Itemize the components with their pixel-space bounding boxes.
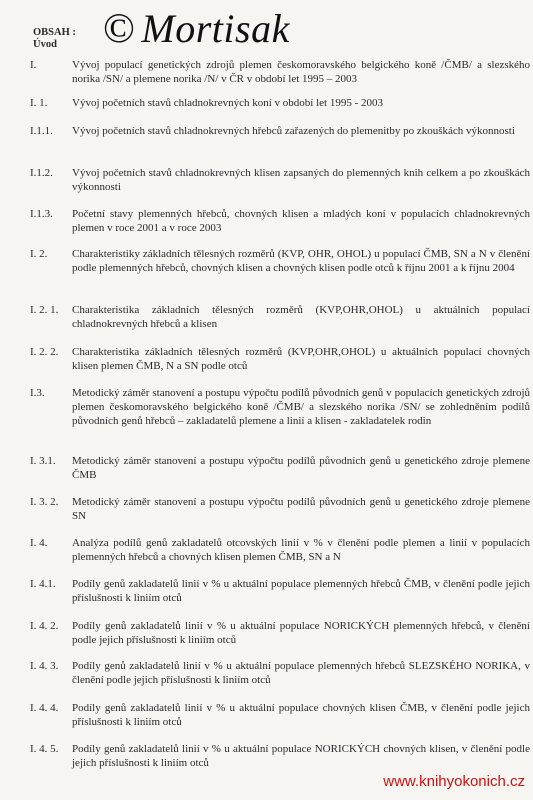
toc-entry-number: I. 4. 4. (30, 702, 59, 714)
toc-entry-number: I.1.3. (30, 208, 53, 220)
toc-title: OBSAH : (33, 27, 76, 38)
watermark-name: Mortisak (141, 6, 290, 51)
toc-entry-number: I.1.2. (30, 167, 53, 179)
toc-entry-text: Charakteristiky základních tělesných rozměrů (KVP, OHR, OHOL) u populací ČMB, SN a N v členění podle plemenných hřebců, chovných klisen a chovných klisen podle otců k říjnu 2001 a k říjnu 2004 (72, 248, 530, 274)
toc-entry-text: Podíly genů zakladatelů linií v % u aktuální populace chovných klisen ČMB, v členění podle jejich příslušnosti k liniím otců (72, 702, 530, 728)
toc-entry-number: I. 4.1. (30, 578, 56, 590)
toc-entry-number: I. 2. (30, 248, 48, 260)
website-link[interactable]: www.knihyokonich.cz (383, 773, 525, 790)
toc-entry-number: I. 4. 2. (30, 620, 59, 632)
toc-entry-number: I. 1. (30, 97, 48, 109)
toc-entry-text: Metodický záměr stanovení a postupu výpočtu podílů původních genů u genetického zdroje plemene SN (72, 496, 530, 522)
toc-entry-number: I.3. (30, 387, 45, 399)
toc-entry-text: Metodický záměr stanovení a postupu výpočtu podílů původních genů v populacích genetických zdrojů plemen českomoravského belgického koně /ČMB/ a slezského norika /SN/ se zohledněním podílů původních genů hřebců – zakladatelů plemene a linií a klisen - zakladatelek rodin (72, 387, 530, 427)
toc-entry-number: I. (30, 59, 37, 71)
copyright-watermark (103, 5, 290, 53)
toc-header (33, 27, 76, 51)
toc-entry-text: Podíly genů zakladatelů linií v % u aktuální populace NORICKÝCH chovných klisen, v členění podle jejich příslušnosti k liniím otců (72, 743, 530, 769)
toc-entry-number: I. 4. 5. (30, 743, 59, 755)
toc-entry-text: Charakteristika základních tělesných rozměrů (KVP,OHR,OHOL) u aktuálních populací chladnokrevných hřebců a klisen (72, 304, 530, 330)
copyright-symbol: © (103, 6, 136, 52)
toc-entry-text: Metodický záměr stanovení a postupu výpočtu podílů původních genů u genetického zdroje plemene ČMB (72, 455, 530, 481)
toc-entry-number: I. 3.1. (30, 455, 56, 467)
toc-entry-text: Podíly genů zakladatelů linií v % u aktuální populace NORICKÝCH plemenných hřebců, v členění podle jejich příslušnosti k liniím otců (72, 620, 530, 646)
toc-entry-text: Podíly genů zakladatelů linií v % u aktuální populace plemenných hřebců SLEZSKÉHO NORIKA, v členění podle jejich příslušnosti k liniím otců (72, 660, 530, 686)
toc-entry-text: Charakteristika základních tělesných rozměrů (KVP,OHR,OHOL) u aktuálních populací chovných klisen plemen ČMB, N a SN podle otců (72, 346, 530, 372)
toc-entry-text: Vývoj početních stavů chladnokrevných hřebců zařazených do plemenitby po zkouškách výkonnosti (72, 125, 515, 137)
toc-entry-number: I. 2. 1. (30, 304, 59, 316)
toc-entry-text: Vývoj populací genetických zdrojů plemen českomoravského belgického koně /ČMB/ a slezského norika /SN/ a plemene norika /N/ v ČR v období let 1995 – 2003 (72, 59, 530, 85)
toc-entry-number: I. 4. (30, 537, 48, 549)
toc-entry-text: Vývoj početních stavů chladnokrevných koní v období let 1995 - 2003 (72, 97, 383, 109)
toc-entry-text: Početní stavy plemenných hřebců, chovných klisen a mladých koní v populacích chladnokrevných plemen v roce 2001 a v roce 2003 (72, 208, 530, 234)
toc-entry-text: Analýza podílů genů zakladatelů otcovských linií v % v členění podle plemen a linií v populacích plemenných hřebců a chovných klisen plemen ČMB, SN a N (72, 537, 530, 563)
toc-entry-number: I. 4. 3. (30, 660, 59, 672)
toc-entry-text: Vývoj početních stavů chladnokrevných klisen zapsaných do plemenných knih celkem a po zkouškách výkonnosti (72, 167, 530, 193)
toc-entry-number: I.1.1. (30, 125, 53, 137)
toc-entry-text: Podíly genů zakladatelů linií v % u aktuální populace plemenných hřebců ČMB, v členění podle jejich příslušnosti k liniím otců (72, 578, 530, 604)
toc-entry-number: I. 2. 2. (30, 346, 59, 358)
toc-subtitle: Úvod (33, 39, 57, 50)
toc-entry-number: I. 3. 2. (30, 496, 59, 508)
